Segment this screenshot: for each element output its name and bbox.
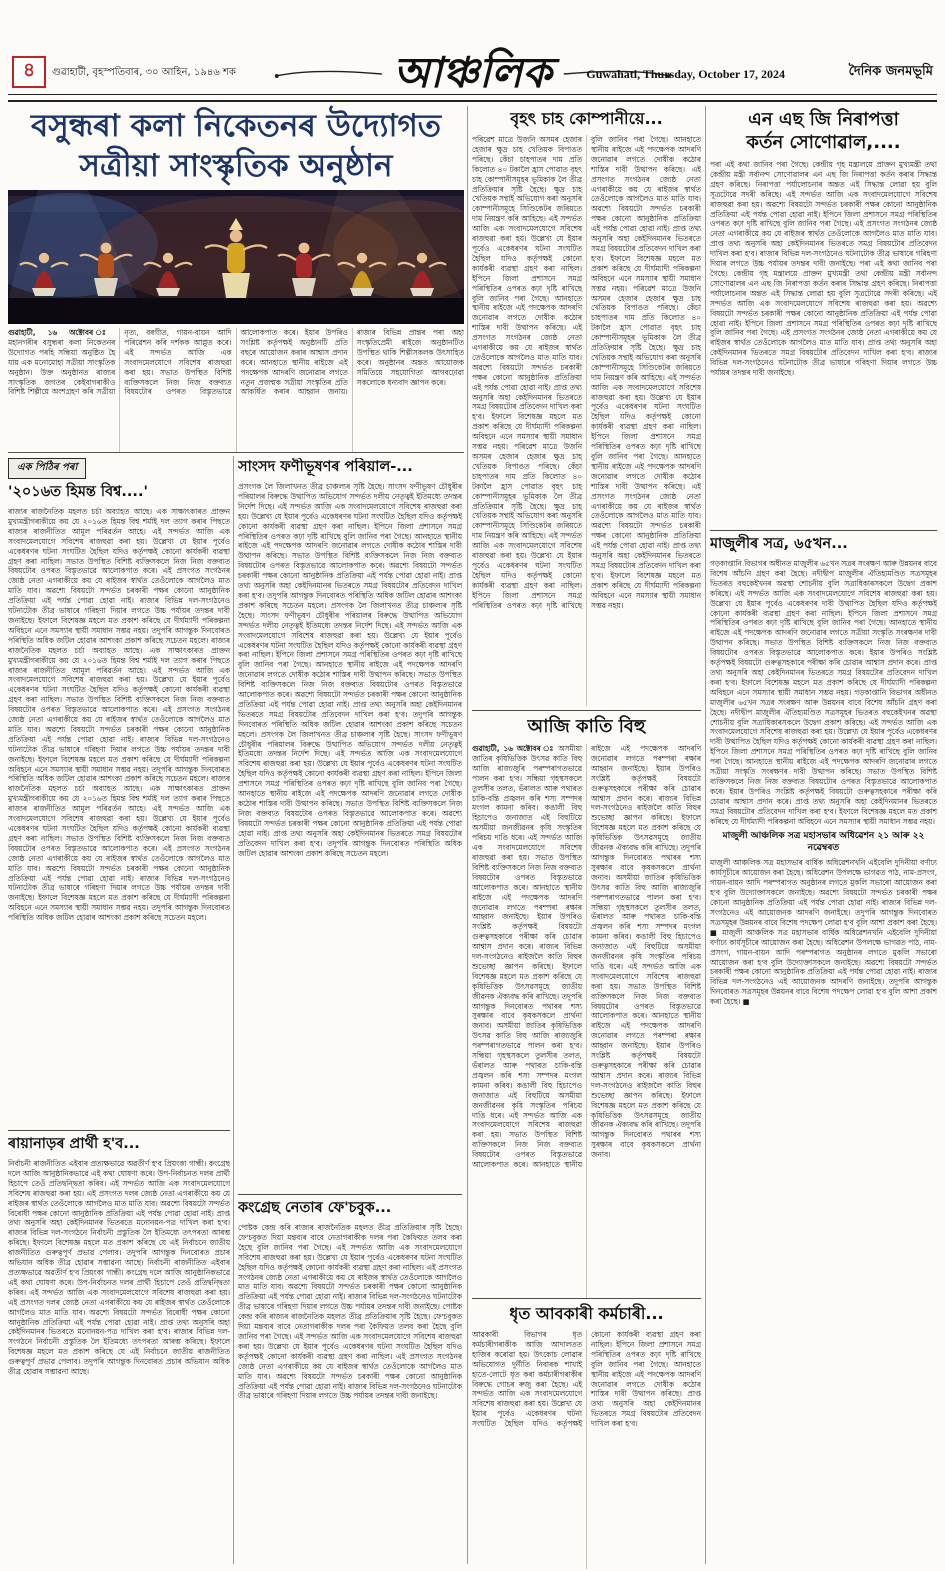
- column-rule: [233, 456, 234, 1564]
- article-headline-line2: কৰ্তন সোণোৱাল,....: [746, 132, 901, 153]
- masthead-flourish-left-icon: [273, 64, 383, 82]
- article-body-text: ৰাজ্যৰ ৰাজনৈতিক মহলত চৰ্চা অব্যাহত আছে। এক সাক্ষাৎকাৰত প্ৰাক্তন মুখ্যমন্ত্ৰীগৰাকীয়ে কয় যে ২০১৬ত হিমন্ত বিশ্ব শৰ্মাই দল ত্যাগ কৰাৰ পিছতে ৰাজ্যৰ ৰাজনীতিত আমূল পৰিৱৰ্তন আহে। এই সন্দৰ্ভত আজি এক সংবাদমেলযোগে সবিশেষ ৰাজহুৱা কৰা হয়। উল্লেখ্য যে ইয়াৰ পূৰ্বেও একেধৰণৰ ঘটনা সংঘটিত হৈছিল যদিও কৰ্তৃপক্ষই কোনো কাৰ্যকৰী ব্যৱস্থা গ্ৰহণ কৰা নাছিল। সভাত উপস্থিত বিশিষ্ট ব্যক্তিসকলে নিজ নিজ বক্তব্যত বিষয়টোৰ ওপৰত বিস্তৃতভাৱে আলোকপাত কৰে। এই প্ৰসংগত সংগঠনৰ জ্যেষ্ঠ নেতা এগৰাকীয়ে কয় যে ৰাইজৰ স্বাৰ্থত তেওঁলোকে আগলৈও মাত মাতি যাব। অৱশ্যে বিষয়টো সন্দৰ্ভত চৰকাৰী পক্ষৰ কোনো আনুষ্ঠানিক প্ৰতিক্ৰিয়া এই পৰ্যন্ত পোৱা হোৱা নাই। ৰাজ্যৰ বিভিন্ন দল-সংগঠনেও ঘটনাটোক তীব্ৰ ভাষাৰে গৰিহণা দিয়াৰ লগতে উচ্চ পৰ্যায়ৰ তদন্তৰ দাবী জনাইছে। ইফালে বিশেষজ্ঞ মহলে মত প্ৰকাশ কৰিছে যে দীৰ্ঘম্যাদী পৰিকল্পনা অবিহনে এনে সমস্যাৰ স্থায়ী সমাধান সম্ভৱ নহয়। তদুপৰি আগন্তুক দিনবোৰত পৰিস্থিতি অধিক জটিল হোৱাৰ আশংকা প্ৰকাশ কৰিছে সচেতন মহলে। ৰাজ্যৰ ৰাজনৈতিক মহলত চৰ্চা অব্যাহত আছে। এক সাক্ষাৎকাৰত প্ৰাক্তন মুখ্যমন্ত্ৰীগৰাকীয়ে কয় যে ২০১৬ত হিমন্ত বিশ্ব শৰ্মাই দল ত্যাগ কৰাৰ পিছতে ৰাজ্যৰ ৰাজনীতিত আমূল পৰিৱৰ্তন আহে। এই সন্দৰ্ভত আজি এক সংবাদমেলযোগে সবিশেষ ৰাজহুৱা কৰা হয়। উল্লেখ্য যে ইয়াৰ পূৰ্বেও একেধৰণৰ ঘটনা সংঘটিত হৈছিল যদিও কৰ্তৃপক্ষই কোনো কাৰ্যকৰী ব্যৱস্থা গ্ৰহণ কৰা নাছিল। সভাত উপস্থিত বিশিষ্ট ব্যক্তিসকলে নিজ নিজ বক্তব্যত বিষয়টোৰ ওপৰত বিস্তৃতভাৱে আলোকপাত কৰে। এই প্ৰসংগত সংগঠনৰ জ্যেষ্ঠ নেতা এগৰাকীয়ে কয় যে ৰাইজৰ স্বাৰ্থত তেওঁলোকে আগলৈও মাত মাতি যাব। অৱশ্যে বিষয়টো সন্দৰ্ভত চৰকাৰী পক্ষৰ কোনো আনুষ্ঠানিক প্ৰতিক্ৰিয়া এই পৰ্যন্ত পোৱা হোৱা নাই। ৰাজ্যৰ বিভিন্ন দল-সংগঠনেও ঘটনাটোক তীব্ৰ ভাষাৰে গৰিহণা দিয়াৰ লগতে উচ্চ পৰ্যায়ৰ তদন্তৰ দাবী জনাইছে। ইফালে বিশেষজ্ঞ মহলে মত প্ৰকাশ কৰিছে যে দীৰ্ঘম্যাদী পৰিকল্পনা অবিহনে এনে সমস্যাৰ স্থায়ী সমাধান সম্ভৱ নহয়। তদুপৰি আগন্তুক দিনবোৰত পৰিস্থিতি অধিক জটিল হোৱাৰ আশংকা প্ৰকাশ কৰিছে সচেতন মহলে। ৰাজ্যৰ ৰাজনৈতিক মহলত চৰ্চা অব্যাহত আছে। এক সাক্ষাৎকাৰত প্ৰাক্তন মুখ্যমন্ত্ৰীগৰাকীয়ে কয় যে ২০১৬ত হিমন্ত বিশ্ব শৰ্মাই দল ত্যাগ কৰাৰ পিছতে ৰাজ্যৰ ৰাজনীতিত আমূল পৰিৱৰ্তন আহে। এই সন্দৰ্ভত আজি এক সংবাদমেলযোগে সবিশেষ ৰাজহুৱা কৰা হয়। উল্লেখ্য যে ইয়াৰ পূৰ্বেও একেধৰণৰ ঘটনা সংঘটিত হৈছিল যদিও কৰ্তৃপক্ষই কোনো কাৰ্যকৰী ব্যৱস্থা গ্ৰহণ কৰা নাছিল। সভাত উপস্থিত বিশিষ্ট ব্যক্তিসকলে নিজ নিজ বক্তব্যত বিষয়টোৰ ওপৰত বিস্তৃতভাৱে আলোকপাত কৰে। এই প্ৰসংগত সংগঠনৰ জ্যেষ্ঠ নেতা এগৰাকীয়ে কয় যে ৰাইজৰ স্বাৰ্থত তেওঁলোকে আগলৈও মাত মাতি যাব। অৱশ্যে বিষয়টো সন্দৰ্ভত চৰকাৰী পক্ষৰ কোনো আনুষ্ঠানিক প্ৰতিক্ৰিয়া এই পৰ্যন্ত পোৱা হোৱা নাই। ৰাজ্যৰ বিভিন্ন দল-সংগঠনেও ঘটনাটোক তীব্ৰ ভাষাৰে গৰিহণা দিয়াৰ লগতে উচ্চ পৰ্যায়ৰ তদন্তৰ দাবী জনাইছে। ইফালে বিশেষজ্ঞ মহলে মত প্ৰকাশ কৰিছে যে দীৰ্ঘম্যাদী পৰিকল্পনা অবিহনে এনে সমস্যাৰ স্থায়ী সমাধান সম্ভৱ নহয়। তদুপৰি আগন্তুক দিনবোৰত পৰিস্থিতি অধিক জটিল হোৱাৰ আশংকা প্ৰকাশ কৰিছে সচেতন মহলে।: [8, 507, 230, 923]
- article-headline: মাজুলীৰ সত্ৰ, ৬৫খন...: [710, 536, 848, 552]
- article-body: [238, 482, 462, 1192]
- article-dateline: গুৱাহাটী, ১৬ অক্টোবৰ ঃ: [472, 744, 559, 753]
- section-divider: [8, 452, 464, 453]
- article-tea-companies: [472, 108, 701, 706]
- article-headline: সাংসদ ফণীভূষণৰ পৰিয়াল-...: [238, 459, 413, 475]
- article-mp-phanibhushan: [238, 458, 462, 1192]
- article-body-text: নিৰ্বাচনী ৰাজনীতিত এইবাৰ প্ৰত্যক্ষভাৱে অৱতীৰ্ণ হ'ব প্ৰিয়ংকা গান্ধী। কংগ্ৰেছ দলে আজি আনুষ্ঠানিকভাৱে এই কথা ঘোষণা কৰে। উপ-নিৰ্বাচনত দলৰ প্ৰাৰ্থী হিচাপে তেওঁ প্ৰতিদ্বন্দ্বিতা কৰিব। এই সন্দৰ্ভত আজি এক সংবাদমেলযোগে সবিশেষ ৰাজহুৱা কৰা হয়। এই প্ৰসংগত দলৰ জ্যেষ্ঠ নেতা এগৰাকীয়ে কয় যে ৰাইজৰ স্বাৰ্থত তেওঁলোকে আগলৈও মাত মাতি যাব। অৱশ্যে বিষয়টো সন্দৰ্ভত বিৰোধী পক্ষৰ কোনো আনুষ্ঠানিক প্ৰতিক্ৰিয়া এই পৰ্যন্ত পোৱা হোৱা নাই। প্ৰাপ্ত তথ্য অনুসৰি অহা কেইদিনমানৰ ভিতৰতে মনোনয়ন-পত্ৰ দাখিল কৰা হ'ব। ৰাজ্যৰ বিভিন্ন দল-সংগঠনে নিৰ্বাচনী প্ৰস্তুতিক লৈ ইতিমধ্যে তৎপৰতা আৰম্ভ কৰিছে। ইফালে বিশেষজ্ঞ মহলে মত প্ৰকাশ কৰিছে যে এই নিৰ্বাচনে জাতীয় ৰাজনীতিত গুৰুত্বপূৰ্ণ প্ৰভাৱ পেলাব। তদুপৰি আগন্তুক দিনবোৰত প্ৰচাৰ অভিযান অধিক তীব্ৰ হোৱাৰ সম্ভাৱনা আছে। নিৰ্বাচনী ৰাজনীতিত এইবাৰ প্ৰত্যক্ষভাৱে অৱতীৰ্ণ হ'ব প্ৰিয়ংকা গান্ধী। কংগ্ৰেছ দলে আজি আনুষ্ঠানিকভাৱে এই কথা ঘোষণা কৰে। উপ-নিৰ্বাচনত দলৰ প্ৰাৰ্থী হিচাপে তেওঁ প্ৰতিদ্বন্দ্বিতা কৰিব। এই সন্দৰ্ভত আজি এক সংবাদমেলযোগে সবিশেষ ৰাজহুৱা কৰা হয়। এই প্ৰসংগত দলৰ জ্যেষ্ঠ নেতা এগৰাকীয়ে কয় যে ৰাইজৰ স্বাৰ্থত তেওঁলোকে আগলৈও মাত মাতি যাব। অৱশ্যে বিষয়টো সন্দৰ্ভত বিৰোধী পক্ষৰ কোনো আনুষ্ঠানিক প্ৰতিক্ৰিয়া এই পৰ্যন্ত পোৱা হোৱা নাই। প্ৰাপ্ত তথ্য অনুসৰি অহা কেইদিনমানৰ ভিতৰতে মনোনয়ন-পত্ৰ দাখিল কৰা হ'ব। ৰাজ্যৰ বিভিন্ন দল-সংগঠনে নিৰ্বাচনী প্ৰস্তুতিক লৈ ইতিমধ্যে তৎপৰতা আৰম্ভ কৰিছে। ইফালে বিশেষজ্ঞ মহলে মত প্ৰকাশ কৰিছে যে এই নিৰ্বাচনে জাতীয় ৰাজনীতিত গুৰুত্বপূৰ্ণ প্ৰভাৱ পেলাব। তদুপৰি আগন্তুক দিনবোৰত প্ৰচাৰ অভিযান অধিক তীব্ৰ হোৱাৰ সম্ভাৱনা আছে।: [8, 1159, 230, 1377]
- article-body-text: মাজুলী আঞ্চলিক সত্ৰ মহাসভাৰ বাৰ্ষিক অধিৱেশনখনি এইবেলি দুদিনীয়া বৰ্ণাঢ্য কাৰ্যসূচীৰে আয়োজন কৰা হৈছে। অধিৱেশন উপলক্ষে ভাগৱত পাঠ, নাম-প্ৰসংগ, গায়ন-বায়ন আদি পৰম্পৰাগত অনুষ্ঠানৰ লগতে মুকলি সভাৰো আয়োজন কৰা হ'ব বুলি উদ্যোক্তাসকলে জনাইছে। অৱশ্যে বিষয়টো সন্দৰ্ভত চৰকাৰী পক্ষৰ কোনো আনুষ্ঠানিক প্ৰতিক্ৰিয়া এই পৰ্যন্ত পোৱা হোৱা নাই। ৰাজ্যৰ বিভিন্ন দল-সংগঠনেও এই আয়োজনক আদৰণি জনাইছে। তদুপৰি আগন্তুক দিনবোৰত সত্ৰসমূহৰ উন্নয়নৰ বাবে বিশেষ পদক্ষেপ লোৱা হ'ব বুলি আশা প্ৰকাশ কৰা হৈছে। ■ মাজুলী আঞ্চলিক সত্ৰ মহাসভাৰ বাৰ্ষিক অধিৱেশনখনি এইবেলি দুদিনীয়া বৰ্ণাঢ্য কাৰ্যসূচীৰে আয়োজন কৰা হৈছে। অধিৱেশন উপলক্ষে ভাগৱত পাঠ, নাম-প্ৰসংগ, গায়ন-বায়ন আদি পৰম্পৰাগত অনুষ্ঠানৰ লগতে মুকলি সভাৰো আয়োজন কৰা হ'ব বুলি উদ্যোক্তাসকলে জনাইছে। অৱশ্যে বিষয়টো সন্দৰ্ভত চৰকাৰী পক্ষৰ কোনো আনুষ্ঠানিক প্ৰতিক্ৰিয়া এই পৰ্যন্ত পোৱা হোৱা নাই। ৰাজ্যৰ বিভিন্ন দল-সংগঠনেও এই আয়োজনক আদৰণি জনাইছে। তদুপৰি আগন্তুক দিনবোৰত সত্ৰসমূহৰ উন্নয়নৰ বাবে বিশেষ পদক্ষেপ লোৱা হ'ব বুলি আশা প্ৰকাশ কৰা হৈছে। ■: [710, 858, 937, 1007]
- header-date-assamese: গুৱাহাটী, বৃহস্পতিবাৰ, ৩০ আহিন, ১৯৪৬ শক: [52, 67, 236, 78]
- article-excise-employee: [472, 1298, 701, 1569]
- column-rule: [705, 106, 706, 1564]
- lead-headline: [8, 106, 464, 186]
- article-body-text: পৰিৱেশ মাত্ৰে উজনি অসমৰ হেজাৰ হেজাৰ ক্ষুদ্ৰ চাহ খেতিয়ক বিপাঙত পৰিছে। কেঁচা চাহপাতৰ দাম প্ৰতি কিলোত ৪০ টকালৈ হ্ৰাস পোৱাত বৃহৎ চাহ কোম্পানীসমূহৰ ভূমিকাক লৈ তীব্ৰ প্ৰতিক্ৰিয়াৰ সৃষ্টি হৈছে। ক্ষুদ্ৰ চাহ খেতিয়ক সন্থাই অভিযোগ কৰা অনুসৰি কোম্পানীসমূহে সিণ্ডিকেটৰ জৰিয়তে দাম নিয়ন্ত্ৰণ কৰি আহিছে। এই সন্দৰ্ভত আজি এক সংবাদমেলযোগে সবিশেষ ৰাজহুৱা কৰা হয়। উল্লেখ্য যে ইয়াৰ পূৰ্বেও একেধৰণৰ ঘটনা সংঘটিত হৈছিল যদিও কৰ্তৃপক্ষই কোনো কাৰ্যকৰী ব্যৱস্থা গ্ৰহণ কৰা নাছিল। ইপিনে জিলা প্ৰশাসনে সমগ্ৰ পৰিস্থিতিৰ ওপৰত কঢ়া দৃষ্টি ৰাখিছে বুলি জানিব পৰা গৈছে। আনহাতে স্থানীয় ৰাইজে এই পদক্ষেপক আদৰণি জনোৱাৰ লগতে দোষীক কঠোৰ শাস্তিৰ দাবী উত্থাপন কৰিছে। এই প্ৰসংগত সংগঠনৰ জ্যেষ্ঠ নেতা এগৰাকীয়ে কয় যে ৰাইজৰ স্বাৰ্থত তেওঁলোকে আগলৈও মাত মাতি যাব। অৱশ্যে বিষয়টো সন্দৰ্ভত চৰকাৰী পক্ষৰ কোনো আনুষ্ঠানিক প্ৰতিক্ৰিয়া এই পৰ্যন্ত পোৱা হোৱা নাই। প্ৰাপ্ত তথ্য অনুসৰি অহা কেইদিনমানৰ ভিতৰতে সমগ্ৰ বিষয়টোৰ প্ৰতিবেদন দাখিল কৰা হ'ব। ইফালে বিশেষজ্ঞ মহলে মত প্ৰকাশ কৰিছে যে দীৰ্ঘম্যাদী পৰিকল্পনা অবিহনে এনে সমস্যাৰ স্থায়ী সমাধান সম্ভৱ নহয়। পৰিৱেশ মাত্ৰে উজনি অসমৰ হেজাৰ হেজাৰ ক্ষুদ্ৰ চাহ খেতিয়ক বিপাঙত পৰিছে। কেঁচা চাহপাতৰ দাম প্ৰতি কিলোত ৪০ টকালৈ হ্ৰাস পোৱাত বৃহৎ চাহ কোম্পানীসমূহৰ ভূমিকাক লৈ তীব্ৰ প্ৰতিক্ৰিয়াৰ সৃষ্টি হৈছে। ক্ষুদ্ৰ চাহ খেতিয়ক সন্থাই অভিযোগ কৰা অনুসৰি কোম্পানীসমূহে সিণ্ডিকেটৰ জৰিয়তে দাম নিয়ন্ত্ৰণ কৰি আহিছে। এই সন্দৰ্ভত আজি এক সংবাদমেলযোগে সবিশেষ ৰাজহুৱা কৰা হয়। উল্লেখ্য যে ইয়াৰ পূৰ্বেও একেধৰণৰ ঘটনা সংঘটিত হৈছিল যদিও কৰ্তৃপক্ষই কোনো কাৰ্যকৰী ব্যৱস্থা গ্ৰহণ কৰা নাছিল। ইপিনে জিলা প্ৰশাসনে সমগ্ৰ পৰিস্থিতিৰ ওপৰত কঢ়া দৃষ্টি ৰাখিছে বুলি জানিব পৰা গৈছে। আনহাতে স্থানীয় ৰাইজে এই পদক্ষেপক আদৰণি জনোৱাৰ লগতে দোষীক কঠোৰ শাস্তিৰ দাবী উত্থাপন কৰিছে। এই প্ৰসংগত সংগঠনৰ জ্যেষ্ঠ নেতা এগৰাকীয়ে কয় যে ৰাইজৰ স্বাৰ্থত তেওঁলোকে আগলৈও মাত মাতি যাব। অৱশ্যে বিষয়টো সন্দৰ্ভত চৰকাৰী পক্ষৰ কোনো আনুষ্ঠানিক প্ৰতিক্ৰিয়া এই পৰ্যন্ত পোৱা হোৱা নাই। প্ৰাপ্ত তথ্য অনুসৰি অহা কেইদিনমানৰ ভিতৰতে সমগ্ৰ বিষয়টোৰ প্ৰতিবেদন দাখিল কৰা হ'ব। ইফালে বিশেষজ্ঞ মহলে মত প্ৰকাশ কৰিছে যে দীৰ্ঘম্যাদী পৰিকল্পনা অবিহনে এনে সমস্যাৰ স্থায়ী সমাধান সম্ভৱ নহয়। পৰিৱেশ মাত্ৰে উজনি অসমৰ হেজাৰ হেজাৰ ক্ষুদ্ৰ চাহ খেতিয়ক বিপাঙত পৰিছে। কেঁচা চাহপাতৰ দাম প্ৰতি কিলোত ৪০ টকালৈ হ্ৰাস পোৱাত বৃহৎ চাহ কোম্পানীসমূহৰ ভূমিকাক লৈ তীব্ৰ প্ৰতিক্ৰিয়াৰ সৃষ্টি হৈছে। ক্ষুদ্ৰ চাহ খেতিয়ক সন্থাই অভিযোগ কৰা অনুসৰি কোম্পানীসমূহে সিণ্ডিকেটৰ জৰিয়তে দাম নিয়ন্ত্ৰণ কৰি আহিছে। এই সন্দৰ্ভত আজি এক সংবাদমেলযোগে সবিশেষ ৰাজহুৱা কৰা হয়। উল্লেখ্য যে ইয়াৰ পূৰ্বেও একেধৰণৰ ঘটনা সংঘটিত হৈছিল যদিও কৰ্তৃপক্ষই কোনো কাৰ্যকৰী ব্যৱস্থা গ্ৰহণ কৰা নাছিল। ইপিনে জিলা প্ৰশাসনে সমগ্ৰ পৰিস্থিতিৰ ওপৰত কঢ়া দৃষ্টি ৰাখিছে বুলি জানিব পৰা গৈছে। আনহাতে স্থানীয় ৰাইজে এই পদক্ষেপক আদৰণি জনোৱাৰ লগতে দোষীক কঠোৰ শাস্তিৰ দাবী উত্থাপন কৰিছে। এই প্ৰসংগত সংগঠনৰ জ্যেষ্ঠ নেতা এগৰাকীয়ে কয় যে ৰাইজৰ স্বাৰ্থত তেওঁলোকে আগলৈও মাত মাতি যাব। অৱশ্যে বিষয়টো সন্দৰ্ভত চৰকাৰী পক্ষৰ কোনো আনুষ্ঠানিক প্ৰতিক্ৰিয়া এই পৰ্যন্ত পোৱা হোৱা নাই। প্ৰাপ্ত তথ্য অনুসৰি অহা কেইদিনমানৰ ভিতৰতে সমগ্ৰ বিষয়টোৰ প্ৰতিবেদন দাখিল কৰা হ'ব। ইফালে বিশেষজ্ঞ মহলে মত প্ৰকাশ কৰিছে যে দীৰ্ঘম্যাদী পৰিকল্পনা অবিহনে এনে সমস্যাৰ স্থায়ী সমাধান সম্ভৱ নহয়।: [472, 135, 701, 610]
- lead-body-text: মহানগৰীৰ বসুন্ধৰা কলা নিকেতনৰ উদ্যোগত পৰহি সন্ধিয়া অনুষ্ঠিত হৈ যায় এক মনোমোহা সত্ৰীয়া সাংস্কৃতিক অনুষ্ঠান। উক্ত অনুষ্ঠানত ৰাজ্যৰ সাংস্কৃতিক জগতৰ কেইবাগৰাকীও বিশিষ্ট শিল্পীয়ে অংশগ্ৰহণ কৰি সত্ৰীয়া নৃত্য, বৰগীত, গায়ন-বায়ন আদি পৰিৱেশন কৰি দৰ্শকক আপ্লুত কৰে। এই সন্দৰ্ভত আজি এক সংবাদমেলযোগে সবিশেষ ৰাজহুৱা কৰা হয়। সভাত উপস্থিত বিশিষ্ট ব্যক্তিসকলে নিজ নিজ বক্তব্যত বিষয়টোৰ ওপৰত বিস্তৃতভাৱে আলোকপাত কৰে। ইয়াৰ উপৰিও সংশ্লিষ্ট কৰ্তৃপক্ষই অনুষ্ঠানটি প্ৰতি বছৰে আয়োজন কৰাৰ আশ্বাস প্ৰদান কৰে। আনহাতে স্থানীয় ৰাইজে এই পদক্ষেপক আদৰণি জনোৱাৰ লগতে নতুন প্ৰজন্মক সত্ৰীয়া সংস্কৃতিৰ প্ৰতি আকৰ্ষিত কৰাৰ আহ্বান জনায়। ৰাজ্যৰ বিভিন্ন প্ৰান্তৰ পৰা অহা সংস্কৃতিপ্ৰেমী ৰাইজে অনুষ্ঠানটিত উপস্থিত থাকি শিল্পীসকলক উৎসাহিত কৰে। অনুষ্ঠানৰ অন্তত আয়োজক সমিতিয়ে সহযোগিতা আগবঢ়োৱা সকলোকে ধন্যবাদ জ্ঞাপন কৰে।: [8, 328, 464, 397]
- article-body-text: প্ৰসংগক লৈ জিলাখনত তীব্ৰ চাঞ্চল্যৰ সৃষ্টি হৈছে। সাংসদ ফণীভূষণ চৌধুৰীৰ পৰিয়ালৰ বিৰুদ্ধে উত্থাপিত অভিযোগ সন্দৰ্ভত দলীয় নেতৃত্বই ইতিমধ্যে তদন্তৰ নিৰ্দেশ দিছে। এই সন্দৰ্ভত আজি এক সংবাদমেলযোগে সবিশেষ ৰাজহুৱা কৰা হয়। উল্লেখ্য যে ইয়াৰ পূৰ্বেও একেধৰণৰ ঘটনা সংঘটিত হৈছিল যদিও কৰ্তৃপক্ষই কোনো কাৰ্যকৰী ব্যৱস্থা গ্ৰহণ কৰা নাছিল। ইপিনে জিলা প্ৰশাসনে সমগ্ৰ পৰিস্থিতিৰ ওপৰত কঢ়া দৃষ্টি ৰাখিছে বুলি জানিব পৰা গৈছে। আনহাতে স্থানীয় ৰাইজে এই পদক্ষেপক আদৰণি জনোৱাৰ লগতে দোষীক কঠোৰ শাস্তিৰ দাবী উত্থাপন কৰিছে। সভাত উপস্থিত বিশিষ্ট ব্যক্তিসকলে নিজ নিজ বক্তব্যত বিষয়টোৰ ওপৰত বিস্তৃতভাৱে আলোকপাত কৰে। অৱশ্যে বিষয়টো সন্দৰ্ভত চৰকাৰী পক্ষৰ কোনো আনুষ্ঠানিক প্ৰতিক্ৰিয়া এই পৰ্যন্ত পোৱা হোৱা নাই। প্ৰাপ্ত তথ্য অনুসৰি অহা কেইদিনমানৰ ভিতৰতে সমগ্ৰ বিষয়টোৰ প্ৰতিবেদন দাখিল কৰা হ'ব। তদুপৰি আগন্তুক দিনবোৰত পৰিস্থিতি অধিক জটিল হোৱাৰ আশংকা প্ৰকাশ কৰিছে সচেতন মহলে। প্ৰসংগক লৈ জিলাখনত তীব্ৰ চাঞ্চল্যৰ সৃষ্টি হৈছে। সাংসদ ফণীভূষণ চৌধুৰীৰ পৰিয়ালৰ বিৰুদ্ধে উত্থাপিত অভিযোগ সন্দৰ্ভত দলীয় নেতৃত্বই ইতিমধ্যে তদন্তৰ নিৰ্দেশ দিছে। এই সন্দৰ্ভত আজি এক সংবাদমেলযোগে সবিশেষ ৰাজহুৱা কৰা হয়। উল্লেখ্য যে ইয়াৰ পূৰ্বেও একেধৰণৰ ঘটনা সংঘটিত হৈছিল যদিও কৰ্তৃপক্ষই কোনো কাৰ্যকৰী ব্যৱস্থা গ্ৰহণ কৰা নাছিল। ইপিনে জিলা প্ৰশাসনে সমগ্ৰ পৰিস্থিতিৰ ওপৰত কঢ়া দৃষ্টি ৰাখিছে বুলি জানিব পৰা গৈছে। আনহাতে স্থানীয় ৰাইজে এই পদক্ষেপক আদৰণি জনোৱাৰ লগতে দোষীক কঠোৰ শাস্তিৰ দাবী উত্থাপন কৰিছে। সভাত উপস্থিত বিশিষ্ট ব্যক্তিসকলে নিজ নিজ বক্তব্যত বিষয়টোৰ ওপৰত বিস্তৃতভাৱে আলোকপাত কৰে। অৱশ্যে বিষয়টো সন্দৰ্ভত চৰকাৰী পক্ষৰ কোনো আনুষ্ঠানিক প্ৰতিক্ৰিয়া এই পৰ্যন্ত পোৱা হোৱা নাই। প্ৰাপ্ত তথ্য অনুসৰি অহা কেইদিনমানৰ ভিতৰতে সমগ্ৰ বিষয়টোৰ প্ৰতিবেদন দাখিল কৰা হ'ব। তদুপৰি আগন্তুক দিনবোৰত পৰিস্থিতি অধিক জটিল হোৱাৰ আশংকা প্ৰকাশ কৰিছে সচেতন মহলে। প্ৰসংগক লৈ জিলাখনত তীব্ৰ চাঞ্চল্যৰ সৃষ্টি হৈছে। সাংসদ ফণীভূষণ চৌধুৰীৰ পৰিয়ালৰ বিৰুদ্ধে উত্থাপিত অভিযোগ সন্দৰ্ভত দলীয় নেতৃত্বই ইতিমধ্যে তদন্তৰ নিৰ্দেশ দিছে। এই সন্দৰ্ভত আজি এক সংবাদমেলযোগে সবিশেষ ৰাজহুৱা কৰা হয়। উল্লেখ্য যে ইয়াৰ পূৰ্বেও একেধৰণৰ ঘটনা সংঘটিত হৈছিল যদিও কৰ্তৃপক্ষই কোনো কাৰ্যকৰী ব্যৱস্থা গ্ৰহণ কৰা নাছিল। ইপিনে জিলা প্ৰশাসনে সমগ্ৰ পৰিস্থিতিৰ ওপৰত কঢ়া দৃষ্টি ৰাখিছে বুলি জানিব পৰা গৈছে। আনহাতে স্থানীয় ৰাইজে এই পদক্ষেপক আদৰণি জনোৱাৰ লগতে দোষীক কঠোৰ শাস্তিৰ দাবী উত্থাপন কৰিছে। সভাত উপস্থিত বিশিষ্ট ব্যক্তিসকলে নিজ নিজ বক্তব্যত বিষয়টোৰ ওপৰত বিস্তৃতভাৱে আলোকপাত কৰে। অৱশ্যে বিষয়টো সন্দৰ্ভত চৰকাৰী পক্ষৰ কোনো আনুষ্ঠানিক প্ৰতিক্ৰিয়া এই পৰ্যন্ত পোৱা হোৱা নাই। প্ৰাপ্ত তথ্য অনুসৰি অহা কেইদিনমানৰ ভিতৰতে সমগ্ৰ বিষয়টোৰ প্ৰতিবেদন দাখিল কৰা হ'ব। তদুপৰি আগন্তুক দিনবোৰত পৰিস্থিতি অধিক জটিল হোৱাৰ আশংকা প্ৰকাশ কৰিছে সচেতন মহলে।: [238, 482, 462, 858]
- lead-headline-line1: বসুন্ধৰা কলা নিকেতনৰ উদ্যোগত: [30, 108, 442, 144]
- stage-performance-photo: [8, 190, 464, 324]
- article-headline-line1: এন এছ জি নিৰাপত্তা: [748, 109, 899, 130]
- article-headline: ধৃত আবকাৰী কৰ্মচাৰী...: [509, 1304, 664, 1323]
- lead-article: [8, 104, 464, 452]
- article-headline: [710, 108, 937, 154]
- article-body-text: পৰা এই কথা জানিব পৰা গৈছে। কেন্দ্ৰীয় গৃহ মন্ত্ৰালয়ে প্ৰাক্তন মুখ্যমন্ত্ৰী তথা কেন্দ্ৰীয় মন্ত্ৰী সৰ্বানন্দ সোণোৱালৰ এন এছ জি নিৰাপত্তা কৰ্তন কৰাৰ সিদ্ধান্ত গ্ৰহণ কৰিছে। নিৰাপত্তা পৰ্যালোচনাৰ অন্তত এই সিদ্ধান্ত লোৱা হয় বুলি সূত্ৰটোৱে সদৰী কৰিছে। এই সন্দৰ্ভত আজি এক সংবাদমেলযোগে সবিশেষ ৰাজহুৱা কৰা হয়। অৱশ্যে বিষয়টো সন্দৰ্ভত চৰকাৰী পক্ষৰ কোনো আনুষ্ঠানিক প্ৰতিক্ৰিয়া এই পৰ্যন্ত পোৱা হোৱা নাই। ইপিনে জিলা প্ৰশাসনে সমগ্ৰ পৰিস্থিতিৰ ওপৰত কঢ়া দৃষ্টি ৰাখিছে বুলি জানিব পৰা গৈছে। এই প্ৰসংগত সংগঠনৰ জ্যেষ্ঠ নেতা এগৰাকীয়ে কয় যে ৰাইজৰ স্বাৰ্থত তেওঁলোকে আগলৈও মাত মাতি যাব। প্ৰাপ্ত তথ্য অনুসৰি অহা কেইদিনমানৰ ভিতৰতে সমগ্ৰ বিষয়টোৰ প্ৰতিবেদন দাখিল কৰা হ'ব। ৰাজ্যৰ বিভিন্ন দল-সংগঠনেও ঘটনাটোক তীব্ৰ ভাষাৰে গৰিহণা দিয়াৰ লগতে উচ্চ পৰ্যায়ৰ তদন্তৰ দাবী জনাইছে। পৰা এই কথা জানিব পৰা গৈছে। কেন্দ্ৰীয় গৃহ মন্ত্ৰালয়ে প্ৰাক্তন মুখ্যমন্ত্ৰী তথা কেন্দ্ৰীয় মন্ত্ৰী সৰ্বানন্দ সোণোৱালৰ এন এছ জি নিৰাপত্তা কৰ্তন কৰাৰ সিদ্ধান্ত গ্ৰহণ কৰিছে। নিৰাপত্তা পৰ্যালোচনাৰ অন্তত এই সিদ্ধান্ত লোৱা হয় বুলি সূত্ৰটোৱে সদৰী কৰিছে। এই সন্দৰ্ভত আজি এক সংবাদমেলযোগে সবিশেষ ৰাজহুৱা কৰা হয়। অৱশ্যে বিষয়টো সন্দৰ্ভত চৰকাৰী পক্ষৰ কোনো আনুষ্ঠানিক প্ৰতিক্ৰিয়া এই পৰ্যন্ত পোৱা হোৱা নাই। ইপিনে জিলা প্ৰশাসনে সমগ্ৰ পৰিস্থিতিৰ ওপৰত কঢ়া দৃষ্টি ৰাখিছে বুলি জানিব পৰা গৈছে। এই প্ৰসংগত সংগঠনৰ জ্যেষ্ঠ নেতা এগৰাকীয়ে কয় যে ৰাইজৰ স্বাৰ্থত তেওঁলোকে আগলৈও মাত মাতি যাব। প্ৰাপ্ত তথ্য অনুসৰি অহা কেইদিনমানৰ ভিতৰতে সমগ্ৰ বিষয়টোৰ প্ৰতিবেদন দাখিল কৰা হ'ব। ৰাজ্যৰ বিভিন্ন দল-সংগঠনেও ঘটনাটোক তীব্ৰ ভাষাৰে গৰিহণা দিয়াৰ লগতে উচ্চ পৰ্যায়ৰ তদন্তৰ দাবী জনাইছে।: [710, 160, 937, 378]
- article-majuli-satras: [710, 530, 937, 1569]
- page-number-badge: ৪: [12, 56, 46, 88]
- lead-dateline: গুৱাহাটী, ১৬ অক্টোবৰ ঃ: [8, 328, 116, 337]
- lead-article-body: [8, 328, 464, 452]
- article-body: [472, 744, 701, 1299]
- article-body-continued: [710, 858, 937, 1569]
- article-congress-facebook: [238, 1194, 462, 1569]
- kicker-badge: এক পিঠিৰ পৰা: [8, 458, 86, 479]
- article-body-text: গড়কাপ্তানি বিভাগৰ অধীনত মাজুলীৰ ৬৫খন সত্ৰৰ সংৰক্ষণ আৰু উন্নয়নৰ বাবে বিশেষ আঁচনি গ্ৰহণ কৰা হৈছে। নদীদ্বীপ মাজুলীৰ ঐতিহ্যমণ্ডিত সত্ৰসমূহৰ ভিতৰত বহুকেইখনৰ অৱস্থা শোচনীয় বুলি সত্ৰাধিকাৰসকলে উদ্বেগ প্ৰকাশ কৰিছে। এই সন্দৰ্ভত আজি এক সংবাদমেলযোগে সবিশেষ ৰাজহুৱা কৰা হয়। উল্লেখ্য যে ইয়াৰ পূৰ্বেও একেধৰণৰ দাবী উত্থাপিত হৈছিল যদিও কৰ্তৃপক্ষই কোনো কাৰ্যকৰী ব্যৱস্থা গ্ৰহণ কৰা নাছিল। ইপিনে জিলা প্ৰশাসনে সমগ্ৰ পৰিস্থিতিৰ ওপৰত কঢ়া দৃষ্টি ৰাখিছে বুলি জানিব পৰা গৈছে। আনহাতে স্থানীয় ৰাইজে এই পদক্ষেপক আদৰণি জনোৱাৰ লগতে সত্ৰীয়া সংস্কৃতি সংৰক্ষণৰ দাবী উত্থাপন কৰিছে। সভাত উপস্থিত বিশিষ্ট ব্যক্তিসকলে নিজ নিজ বক্তব্যত বিষয়টোৰ ওপৰত বিস্তৃতভাৱে আলোকপাত কৰে। ইয়াৰ উপৰিও সংশ্লিষ্ট কৰ্তৃপক্ষই বিষয়টো গুৰুত্বসহকাৰে পৰীক্ষা কৰি চোৱাৰ আশ্বাস প্ৰদান কৰে। প্ৰাপ্ত তথ্য অনুসৰি অহা কেইদিনমানৰ ভিতৰতে সমগ্ৰ বিষয়টোৰ প্ৰতিবেদন দাখিল কৰা হ'ব। ইফালে বিশেষজ্ঞ মহলে মত প্ৰকাশ কৰিছে যে দীৰ্ঘম্যাদী পৰিকল্পনা অবিহনে এনে সমস্যাৰ স্থায়ী সমাধান সম্ভৱ নহয়। গড়কাপ্তানি বিভাগৰ অধীনত মাজুলীৰ ৬৫খন সত্ৰৰ সংৰক্ষণ আৰু উন্নয়নৰ বাবে বিশেষ আঁচনি গ্ৰহণ কৰা হৈছে। নদীদ্বীপ মাজুলীৰ ঐতিহ্যমণ্ডিত সত্ৰসমূহৰ ভিতৰত বহুকেইখনৰ অৱস্থা শোচনীয় বুলি সত্ৰাধিকাৰসকলে উদ্বেগ প্ৰকাশ কৰিছে। এই সন্দৰ্ভত আজি এক সংবাদমেলযোগে সবিশেষ ৰাজহুৱা কৰা হয়। উল্লেখ্য যে ইয়াৰ পূৰ্বেও একেধৰণৰ দাবী উত্থাপিত হৈছিল যদিও কৰ্তৃপক্ষই কোনো কাৰ্যকৰী ব্যৱস্থা গ্ৰহণ কৰা নাছিল। ইপিনে জিলা প্ৰশাসনে সমগ্ৰ পৰিস্থিতিৰ ওপৰত কঢ়া দৃষ্টি ৰাখিছে বুলি জানিব পৰা গৈছে। আনহাতে স্থানীয় ৰাইজে এই পদক্ষেপক আদৰণি জনোৱাৰ লগতে সত্ৰীয়া সংস্কৃতি সংৰক্ষণৰ দাবী উত্থাপন কৰিছে। সভাত উপস্থিত বিশিষ্ট ব্যক্তিসকলে নিজ নিজ বক্তব্যত বিষয়টোৰ ওপৰত বিস্তৃতভাৱে আলোকপাত কৰে। ইয়াৰ উপৰিও সংশ্লিষ্ট কৰ্তৃপক্ষই বিষয়টো গুৰুত্বসহকাৰে পৰীক্ষা কৰি চোৱাৰ আশ্বাস প্ৰদান কৰে। প্ৰাপ্ত তথ্য অনুসৰি অহা কেইদিনমানৰ ভিতৰতে সমগ্ৰ বিষয়টোৰ প্ৰতিবেদন দাখিল কৰা হ'ব। ইফালে বিশেষজ্ঞ মহলে মত প্ৰকাশ কৰিছে যে দীৰ্ঘম্যাদী পৰিকল্পনা অবিহনে এনে সমস্যাৰ স্থায়ী সমাধান সম্ভৱ নহয়।: [710, 559, 937, 826]
- article-body: [8, 1159, 230, 1569]
- article-body: [8, 507, 230, 1126]
- article-body-text: অসমীয়া জাতিৰ কৃষিভিত্তিক উৎসৱ কাতি বিহু আজি ৰাজ্যজুৰি পৰম্পৰাগতভাৱে পালন কৰা হ'ব। সন্ধিয়া গৃহস্থসকলে তুলসীৰ তলত, ভঁৰালত আৰু পথাৰত চাকি-বন্তি প্ৰজ্বলন কৰি শস্য সম্পদৰ মংগল কামনা কৰিব। কঙালী বিহু হিচাপেও জনাজাত এই বিহুটিয়ে অসমীয়া জনজীৱনৰ কৃষি সংস্কৃতিৰ পৰিচয় দাঙি ধৰে। এই সন্দৰ্ভত আজি এক সংবাদমেলযোগে সবিশেষ ৰাজহুৱা কৰা হয়। সভাত উপস্থিত বিশিষ্ট ব্যক্তিসকলে নিজ নিজ বক্তব্যত বিষয়টোৰ ওপৰত বিস্তৃতভাৱে আলোকপাত কৰে। আনহাতে স্থানীয় ৰাইজে এই পদক্ষেপক আদৰণি জনোৱাৰ লগতে পৰম্পৰা ৰক্ষাৰ আহ্বান জনাইছে। ইয়াৰ উপৰিও সংশ্লিষ্ট কৰ্তৃপক্ষই বিষয়টো গুৰুত্বসহকাৰে পৰীক্ষা কৰি চোৱাৰ আশ্বাস প্ৰদান কৰে। ৰাজ্যৰ বিভিন্ন দল-সংগঠনেও ৰাইজলৈ কাতি বিহুৰ শুভেচ্ছা জ্ঞাপন কৰিছে। ইফালে বিশেষজ্ঞ মহলে মত প্ৰকাশ কৰিছে যে কৃষিভিত্তিক উৎসৱসমূহে জাতীয় জীৱনক ঐক্যবদ্ধ কৰি ৰাখিছে। তদুপৰি আগন্তুক দিনবোৰত পথাৰৰ শস্য সুৰক্ষাৰ বাবে কৃষকসকলে প্ৰাৰ্থনা জনাব। অসমীয়া জাতিৰ কৃষিভিত্তিক উৎসৱ কাতি বিহু আজি ৰাজ্যজুৰি পৰম্পৰাগতভাৱে পালন কৰা হ'ব। সন্ধিয়া গৃহস্থসকলে তুলসীৰ তলত, ভঁৰালত আৰু পথাৰত চাকি-বন্তি প্ৰজ্বলন কৰি শস্য সম্পদৰ মংগল কামনা কৰিব। কঙালী বিহু হিচাপেও জনাজাত এই বিহুটিয়ে অসমীয়া জনজীৱনৰ কৃষি সংস্কৃতিৰ পৰিচয় দাঙি ধৰে। এই সন্দৰ্ভত আজি এক সংবাদমেলযোগে সবিশেষ ৰাজহুৱা কৰা হয়। সভাত উপস্থিত বিশিষ্ট ব্যক্তিসকলে নিজ নিজ বক্তব্যত বিষয়টোৰ ওপৰত বিস্তৃতভাৱে আলোকপাত কৰে। আনহাতে স্থানীয় ৰাইজে এই পদক্ষেপক আদৰণি জনোৱাৰ লগতে পৰম্পৰা ৰক্ষাৰ আহ্বান জনাইছে। ইয়াৰ উপৰিও সংশ্লিষ্ট কৰ্তৃপক্ষই বিষয়টো গুৰুত্বসহকাৰে পৰীক্ষা কৰি চোৱাৰ আশ্বাস প্ৰদান কৰে। ৰাজ্যৰ বিভিন্ন দল-সংগঠনেও ৰাইজলৈ কাতি বিহুৰ শুভেচ্ছা জ্ঞাপন কৰিছে। ইফালে বিশেষজ্ঞ মহলে মত প্ৰকাশ কৰিছে যে কৃষিভিত্তিক উৎসৱসমূহে জাতীয় জীৱনক ঐক্যবদ্ধ কৰি ৰাখিছে। তদুপৰি আগন্তুক দিনবোৰত পথাৰৰ শস্য সুৰক্ষাৰ বাবে কৃষকসকলে প্ৰাৰ্থনা জনাব। অসমীয়া জাতিৰ কৃষিভিত্তিক উৎসৱ কাতি বিহু আজি ৰাজ্যজুৰি পৰম্পৰাগতভাৱে পালন কৰা হ'ব। সন্ধিয়া গৃহস্থসকলে তুলসীৰ তলত, ভঁৰালত আৰু পথাৰত চাকি-বন্তি প্ৰজ্বলন কৰি শস্য সম্পদৰ মংগল কামনা কৰিব। কঙালী বিহু হিচাপেও জনাজাত এই বিহুটিয়ে অসমীয়া জনজীৱনৰ কৃষি সংস্কৃতিৰ পৰিচয় দাঙি ধৰে। এই সন্দৰ্ভত আজি এক সংবাদমেলযোগে সবিশেষ ৰাজহুৱা কৰা হয়। সভাত উপস্থিত বিশিষ্ট ব্যক্তিসকলে নিজ নিজ বক্তব্যত বিষয়টোৰ ওপৰত বিস্তৃতভাৱে আলোকপাত কৰে। আনহাতে স্থানীয় ৰাইজে এই পদক্ষেপক আদৰণি জনোৱাৰ লগতে পৰম্পৰা ৰক্ষাৰ আহ্বান জনাইছে। ইয়াৰ উপৰিও সংশ্লিষ্ট কৰ্তৃপক্ষই বিষয়টো গুৰুত্বসহকাৰে পৰীক্ষা কৰি চোৱাৰ আশ্বাস প্ৰদান কৰে। ৰাজ্যৰ বিভিন্ন দল-সংগঠনেও ৰাইজলৈ কাতি বিহুৰ শুভেচ্ছা জ্ঞাপন কৰিছে। ইফালে বিশেষজ্ঞ মহলে মত প্ৰকাশ কৰিছে যে কৃষিভিত্তিক উৎসৱসমূহে জাতীয় জীৱনক ঐক্যবদ্ধ কৰি ৰাখিছে। তদুপৰি আগন্তুক দিনবোৰত পথাৰৰ শস্য সুৰক্ষাৰ বাবে কৃষকসকলে প্ৰাৰ্থনা জনাব।: [472, 744, 701, 1170]
- article-body-text: পোষ্টক কেন্দ্ৰ কৰি ৰাজ্যৰ ৰাজনৈতিক মহলত তীব্ৰ প্ৰতিক্ৰিয়াৰ সৃষ্টি হৈছে। ফে'চবুকত দিয়া মন্তব্যৰ বাবে নেতাগৰাকীক দলৰ পৰা কৈফিয়ত তলব কৰা হৈছে বুলি জানিব পৰা গৈছে। এই সন্দৰ্ভত আজি এক সংবাদমেলযোগে সবিশেষ ৰাজহুৱা কৰা হয়। উল্লেখ্য যে ইয়াৰ পূৰ্বেও একেধৰণৰ ঘটনা সংঘটিত হৈছিল যদিও কৰ্তৃপক্ষই কোনো কাৰ্যকৰী ব্যৱস্থা গ্ৰহণ কৰা নাছিল। এই প্ৰসংগত সংগঠনৰ জ্যেষ্ঠ নেতা এগৰাকীয়ে কয় যে ৰাইজৰ স্বাৰ্থত তেওঁলোকে আগলৈও মাত মাতি যাব। অৱশ্যে বিষয়টো সন্দৰ্ভত চৰকাৰী পক্ষৰ কোনো আনুষ্ঠানিক প্ৰতিক্ৰিয়া এই পৰ্যন্ত পোৱা হোৱা নাই। ৰাজ্যৰ বিভিন্ন দল-সংগঠনেও ঘটনাটোক তীব্ৰ ভাষাৰে গৰিহণা দিয়াৰ লগতে উচ্চ পৰ্যায়ৰ তদন্তৰ দাবী জনাইছে। পোষ্টক কেন্দ্ৰ কৰি ৰাজ্যৰ ৰাজনৈতিক মহলত তীব্ৰ প্ৰতিক্ৰিয়াৰ সৃষ্টি হৈছে। ফে'চবুকত দিয়া মন্তব্যৰ বাবে নেতাগৰাকীক দলৰ পৰা কৈফিয়ত তলব কৰা হৈছে বুলি জানিব পৰা গৈছে। এই সন্দৰ্ভত আজি এক সংবাদমেলযোগে সবিশেষ ৰাজহুৱা কৰা হয়। উল্লেখ্য যে ইয়াৰ পূৰ্বেও একেধৰণৰ ঘটনা সংঘটিত হৈছিল যদিও কৰ্তৃপক্ষই কোনো কাৰ্যকৰী ব্যৱস্থা গ্ৰহণ কৰা নাছিল। এই প্ৰসংগত সংগঠনৰ জ্যেষ্ঠ নেতা এগৰাকীয়ে কয় যে ৰাইজৰ স্বাৰ্থত তেওঁলোকে আগলৈও মাত মাতি যাব। অৱশ্যে বিষয়টো সন্দৰ্ভত চৰকাৰী পক্ষৰ কোনো আনুষ্ঠানিক প্ৰতিক্ৰিয়া এই পৰ্যন্ত পোৱা হোৱা নাই। ৰাজ্যৰ বিভিন্ন দল-সংগঠনেও ঘটনাটোক তীব্ৰ ভাষাৰে গৰিহণা দিয়াৰ লগতে উচ্চ পৰ্যায়ৰ তদন্তৰ দাবী জনাইছে।: [238, 1223, 462, 1401]
- article-body: [238, 1223, 462, 1569]
- article-body: [472, 1330, 701, 1569]
- paper-name: দৈনিক জনমভূমি: [848, 64, 933, 79]
- header-date-english: Guwahati, Thursday, October 17, 2024: [586, 67, 785, 81]
- article-body: [710, 160, 937, 526]
- article-body: [710, 559, 937, 826]
- article-subhead: মাজুলী আঞ্চলিক সত্ৰ মহাসভাৰ অধিৱেশন ২১ আৰু ২২ নৱেম্বৰত: [722, 831, 925, 854]
- article-kati-bihu: [472, 710, 701, 1299]
- article-nsg-sonowal: [710, 108, 937, 526]
- section-title: আঞ্চলিক: [393, 48, 552, 97]
- article-headline: আজি কাতি বিহু: [527, 716, 646, 737]
- article-body: [472, 135, 701, 706]
- header-rule: [8, 94, 937, 102]
- lead-headline-line2: সত্ৰীয়া সাংস্কৃতিক অনুষ্ঠান: [79, 148, 393, 184]
- article-headline: '২০১৬ত হিমন্ত বিশ্ব....': [8, 484, 148, 500]
- article-body-text: আৱকাৰী বিভাগৰ ধৃত কৰ্মচাৰীগৰাকীক আজি আদালতত হাজিৰ কৰোৱা হয়। উৎকোচ লোৱাৰ অভিযোগত দুৰ্নীতি নিবাৰক শাখাই হাতে-লোটে ধৃত কৰা কৰ্মচাৰীগৰাকীৰ বিৰুদ্ধে গোচৰ ৰুজু কৰা হৈছে। এই সন্দৰ্ভত আজি এক সংবাদমেলযোগে সবিশেষ ৰাজহুৱা কৰা হয়। উল্লেখ্য যে ইয়াৰ পূৰ্বেও একেধৰণৰ ঘটনা সংঘটিত হৈছিল যদিও কৰ্তৃপক্ষই কোনো কাৰ্যকৰী ব্যৱস্থা গ্ৰহণ কৰা নাছিল। ইপিনে জিলা প্ৰশাসনে সমগ্ৰ পৰিস্থিতিৰ ওপৰত কঢ়া দৃষ্টি ৰাখিছে বুলি জানিব পৰা গৈছে। আনহাতে স্থানীয় ৰাইজে এই পদক্ষেপক আদৰণি জনোৱাৰ লগতে দোষীক কঠোৰ শাস্তিৰ দাবী উত্থাপন কৰিছে। প্ৰাপ্ত তথ্য অনুসৰি অহা কেইদিনমানৰ ভিতৰতে সমগ্ৰ বিষয়টোৰ প্ৰতিবেদন দাখিল কৰা হ'ব।: [472, 1330, 701, 1429]
- article-ek-pithir-pora: [8, 458, 230, 1126]
- page-header: [0, 0, 945, 102]
- article-headline: কংগ্ৰেছ নেতাৰ ফে'চবুক...: [238, 1200, 392, 1216]
- column-rule: [467, 106, 468, 1564]
- article-rayanar-candidate: [8, 1130, 230, 1569]
- article-headline: ৰায়ানাড়ৰ প্ৰাৰ্থী হ'ব...: [8, 1136, 140, 1152]
- article-headline: বৃহৎ চাহ কোম্পানীয়ে...: [510, 109, 663, 128]
